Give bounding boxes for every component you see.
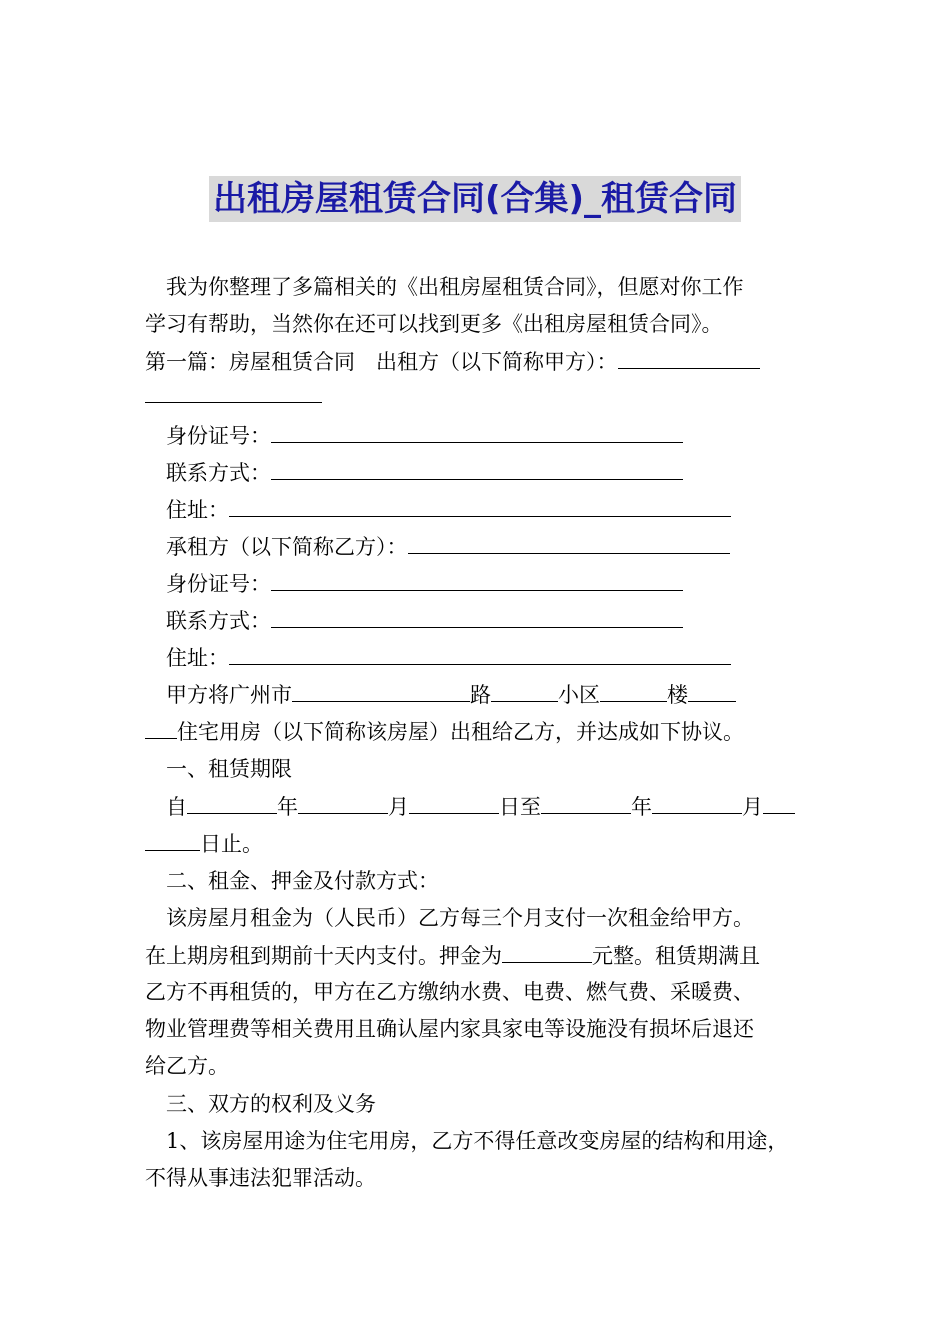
rent-line-3: 乙方不再租赁的，甲方在乙方缴纳水费、电费、燃气费、采暖费、 [145,980,754,1004]
premises-row-2 [145,716,744,747]
tenant-heading [166,531,730,562]
end-month-blank [652,791,742,814]
term-month: 月 [388,795,409,819]
tenant-contact-blank [271,605,683,628]
intro-line-1: 我为你整理了多篇相关的《出租房屋租赁合同》，但愿对你工作 [166,275,744,299]
part1-heading-text: 第一篇：房屋租赁合同 出租方（以下简称甲方）： [145,350,618,374]
landlord-address-row [166,494,731,525]
landlord-name-blank-cont [145,380,322,411]
term-row-1 [166,791,795,822]
premises-building: 楼 [667,683,688,707]
tenant-name-blank [408,531,730,554]
tenant-id-blank [271,568,683,591]
deposit-blank [502,940,592,963]
tenant-address-blank [229,642,731,665]
rent-line-1: 该房屋月租金为（人民币）乙方每三个月支付一次租金给甲方。 [166,906,754,930]
title-wrap [0,176,950,222]
rent-line-5: 给乙方。 [145,1054,229,1078]
tenant-address-label: 住址： [166,646,229,670]
document-title: 出租房屋租赁合同(合集)_租赁合同 [209,176,741,222]
building-blank [600,679,667,702]
landlord-contact-label: 联系方式： [166,461,271,485]
tenant-id-row [166,568,683,599]
tenant-address-row [166,642,731,673]
unit-blank [688,679,736,702]
landlord-id-label: 身份证号： [166,424,271,448]
landlord-id-blank [271,420,683,443]
landlord-name-blank-2 [145,380,322,403]
road-blank [292,679,470,702]
tenant-heading-text: 承租方（以下简称乙方）： [166,535,408,559]
term-year: 年 [277,795,298,819]
start-month-blank [298,791,388,814]
landlord-contact-row [166,457,683,488]
premises-row-1 [166,679,736,710]
term-end: 日止。 [200,832,263,856]
landlord-address-label: 住址： [166,498,229,522]
term-from: 自 [166,795,187,819]
end-day-blank [763,791,795,814]
tenant-id-label: 身份证号： [166,572,271,596]
premises-community: 小区 [558,683,600,707]
section-3-heading: 三、双方的权利及义务 [166,1092,376,1116]
unit-blank-2 [145,716,177,739]
rent-deposit-text: 在上期房租到期前十天内支付。押金为 [145,944,502,968]
part1-heading [145,346,760,377]
start-year-blank [187,791,277,814]
landlord-address-blank [229,494,731,517]
rent-line-4: 物业管理费等相关费用且确认屋内家具家电等设施没有损坏后退还 [145,1017,754,1041]
community-blank [491,679,558,702]
landlord-id-row [166,420,683,451]
premises-city: 甲方将广州市 [166,683,292,707]
section-1-heading: 一、租赁期限 [166,757,292,781]
rent-deposit-end: 元整。租赁期满且 [592,944,760,968]
term-row-2 [145,828,263,859]
premises-purpose: 住宅用房（以下简称该房屋）出租给乙方，并达成如下协议。 [177,720,744,744]
tenant-contact-label: 联系方式： [166,609,271,633]
duty-1-line-2: 不得从事违法犯罪活动。 [145,1166,376,1190]
end-day-blank-2 [145,828,200,851]
end-year-blank [541,791,631,814]
duty-1-line-1: 1、该房屋用途为住宅用房，乙方不得任意改变房屋的结构和用途， [166,1129,789,1153]
landlord-contact-blank [271,457,683,480]
tenant-contact-row [166,605,683,636]
term-year-2: 年 [631,795,652,819]
premises-road: 路 [470,683,491,707]
term-month-2: 月 [742,795,763,819]
intro-line-2: 学习有帮助，当然你在还可以找到更多《出租房屋租赁合同》。 [145,312,723,336]
term-day-to: 日至 [499,795,541,819]
rent-line-2 [145,940,760,971]
start-day-blank [409,791,499,814]
section-2-heading: 二、租金、押金及付款方式： [166,869,439,893]
landlord-name-blank [618,346,760,369]
